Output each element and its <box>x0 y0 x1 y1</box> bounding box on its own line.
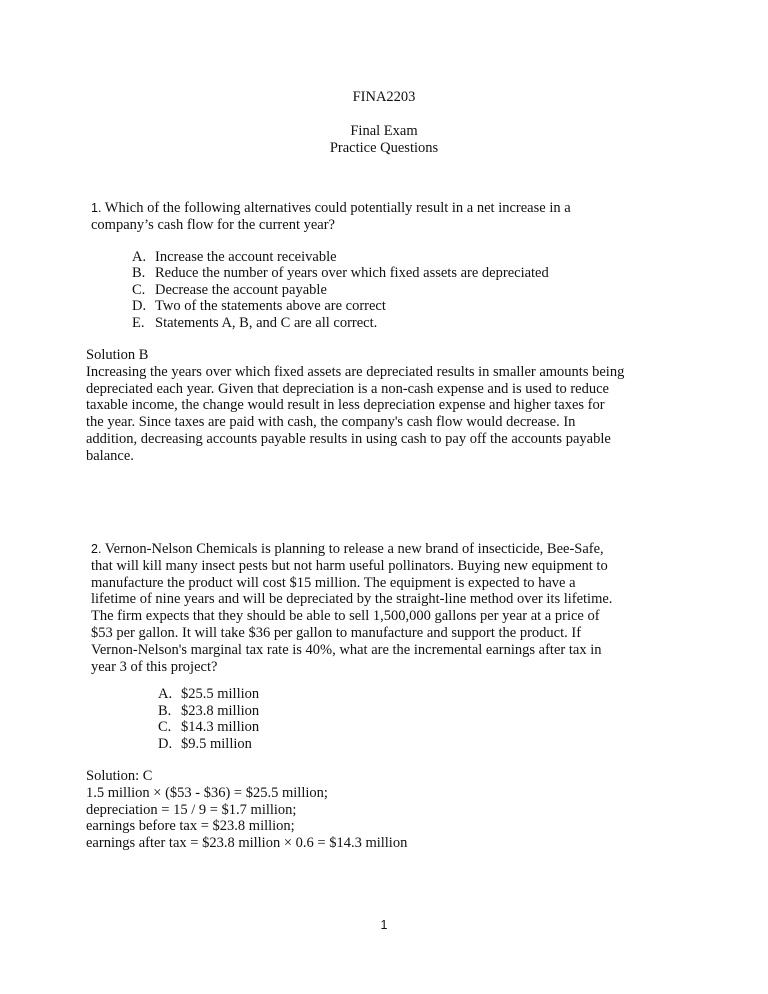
question-1-cont: company’s cash flow for the current year? <box>91 217 335 233</box>
solution-title: Solution B <box>86 347 149 363</box>
option-b: B. $23.8 million <box>158 703 260 719</box>
solution-2: Solution: C 1.5 million × ($53 - $36) = $25.5 million; depreciation = 15 / 9 = $1.7 million; earnings before tax = $23.8 million; earnings after tax = $23.8 million × 0.6 = $14.3 million <box>86 768 676 852</box>
question-text: Vernon-Nelson Chemicals is planning to release a new brand of insecticide, Bee-Safe, <box>101 541 604 557</box>
question-1 <box>91 200 571 217</box>
solution-title: Solution: C <box>86 768 153 784</box>
option-c: C. Decrease the account payable <box>132 282 327 298</box>
exam-subtitle: Practice Questions <box>329 140 439 156</box>
option-d: D. $9.5 million <box>158 736 252 752</box>
solution-1: Solution B Increasing the years over which fixed assets are depreciated results in smaller amounts being depreciated each year. Given that depreciation is a non-cash expense and is used to reduce taxable income, the change would result in less depreciation expense and higher taxes for the year. Since taxes are paid with cash, the company's cash flow would decrease. In addition, decreasing accounts payable results in using cash to pay off the accounts payable balance. <box>86 347 676 465</box>
question-number: 2. <box>91 542 102 556</box>
option-a: A. $25.5 million <box>158 686 260 702</box>
page-number: 1 <box>380 918 388 932</box>
exam-title: Final Exam <box>350 123 418 139</box>
option-b: B. Reduce the number of years over which fixed assets are depreciated <box>132 265 549 281</box>
question-number: 1. <box>91 201 102 215</box>
option-e: E. Statements A, B, and C are all correct. <box>132 315 378 331</box>
option-c: C. $14.3 million <box>158 719 260 735</box>
question-2: 2. Vernon-Nelson Chemicals is planning to release a new brand of insecticide, Bee-Safe, that will kill many insect pests but not harm useful pollinators. Buying new equipment to manufacture the product will cost $15 million. The equipment is expected to have a lifetime of nine years and will be depreciated by the straight-line method over its lifetime. The firm expects that they should be able to sell 1,500,000 gallons per year at a price of $53 per gallon. It will take $36 per gallon to manufacture and support the product. If Vernon-Nelson's marginal tax rate is 40%, what are the incremental earnings after tax in year 3 of this project? <box>91 541 613 675</box>
course-code: FINA2203 <box>352 89 416 105</box>
option-a: A. Increase the account receivable <box>132 249 337 265</box>
question-text: Which of the following alternatives could potentially result in a net increase in a <box>101 200 571 216</box>
option-d: D. Two of the statements above are correct <box>132 298 386 314</box>
